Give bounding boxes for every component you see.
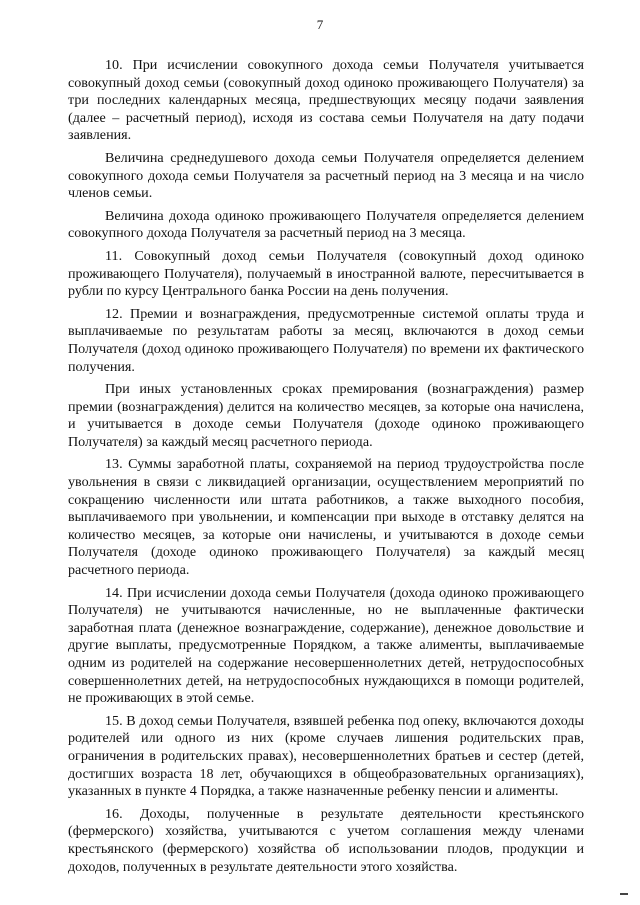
paragraph-average-income: Величина среднедушевого дохода семьи Получателя определяется делением совокупного дохода семьи Получателя за расчетный период на 3 месяца и на число членов семьи. xyxy=(68,149,584,202)
paragraph-bonus-other-terms: При иных установленных сроках премирования (вознаграждения) размер премии (вознаграждения) делится на количество месяцев, за которые она начислена, и учитывается в доходе семьи Получателя (доходе одиноко проживающего Получателя) за каждый месяц расчетного периода. xyxy=(68,381,584,450)
page-number: 7 xyxy=(316,17,324,32)
paragraph-single-income: Величина дохода одиноко проживающего Получателя определяется делением совокупного дохода Получателя за расчетный период на 3 месяца. xyxy=(68,207,584,242)
paragraph-15: 15. В доход семьи Получателя, взявшей ребенка под опеку, включаются доходы родителей или одного из них (кроме случаев лишения родительских прав, ограничения в родительских правах), несовершеннолетних братьев и сестер (детей, достигших возраста 18 лет, обучающихся в общеобразовательных организациях), указанных в пункте 4 Порядка, а также назначенные ребенку пенсии и алименты. xyxy=(68,712,584,800)
paragraph-12: 12. Премии и вознаграждения, предусмотренные системой оплаты труда и выплачиваемые по результатам работы за месяц, включаются в доход семьи Получателя (доход одиноко проживающего Получателя) по времени их фактического получения. xyxy=(68,305,584,375)
document-body xyxy=(68,57,584,881)
paragraph-14: 14. При исчислении дохода семьи Получателя (дохода одиноко проживающего Получателя) не учитываются начисленные, но не выплаченные фактически заработная плата (денежное вознаграждение, содержание), денежное довольствие и другие выплаты, предусмотренные Порядком, а также алименты, выплачиваемые одним из родителей на содержание несовершеннолетних детей, нетрудоспособных совершеннолетних детей, на нетрудоспособных нуждающихся в помощи родителей, не проживающих в этой семье. xyxy=(68,584,584,707)
paragraph-11: 11. Совокупный доход семьи Получателя (совокупный доход одиноко проживающего Получателя), получаемый в иностранной валюте, пересчитывается в рубли по курсу Центрального банка России на день получения. xyxy=(68,247,584,300)
paragraph-13: 13. Суммы заработной платы, сохраняемой на период трудоустройства после увольнения в связи с ликвидацией организации, осуществлением мероприятий по сокращению численности или штата работников, а также выходного пособия, выплачиваемого при увольнении, и компенсации при выходе в отставку делятся на количество месяцев, за которые они начислены, и учитываются в доходе семьи Получателя (доходе одиноко проживающего Получателя) за каждый месяц расчетного периода. xyxy=(68,456,584,579)
paragraph-10: 10. При исчислении совокупного дохода семьи Получателя учитывается совокупный доход семьи (совокупный доход одиноко проживающего Получателя) за три последних календарных месяца, предшествующих месяцу подачи заявления (далее – расчетный период), исходя из состава семьи Получателя на дату подачи заявления. xyxy=(68,57,584,144)
paragraph-16: 16. Доходы, полученные в результате деятельности крестьянского (фермерского) хозяйства, учитываются с учетом соглашения между членами крестьянского (фермерского) хозяйства об использовании плодов, продукции и доходов, полученных в результате деятельности этого хозяйства. xyxy=(68,805,584,875)
scan-corner-mark xyxy=(620,893,628,895)
